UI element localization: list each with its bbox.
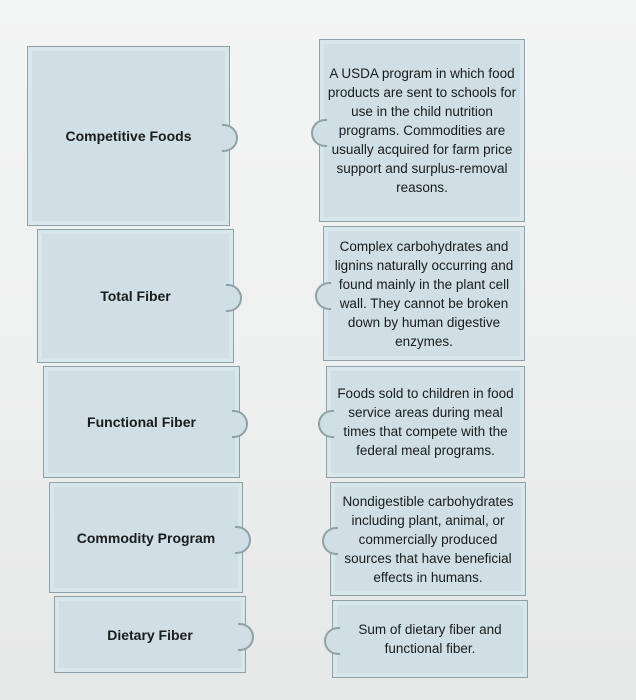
term-label: Commodity Program bbox=[76, 529, 216, 546]
term-card-total-fiber[interactable] bbox=[37, 229, 234, 363]
term-card-commodity-program[interactable] bbox=[49, 482, 243, 593]
term-card-competitive-foods[interactable] bbox=[27, 46, 230, 226]
definition-text: Nondigestible carbohydrates including plant, animal, or commercially produced sources that have beneficial effects in humans. bbox=[342, 493, 514, 585]
term-label: Competitive Foods bbox=[65, 128, 192, 144]
definition-text: Foods sold to children in food service areas during meal times that compete with the federal meal programs. bbox=[337, 386, 514, 458]
term-card-functional-fiber[interactable] bbox=[43, 366, 240, 478]
definition-text: A USDA program in which food products are sent to schools for use in the child nutrition programs. Commodities are usually acquired for farm price support and surplus-removal reasons. bbox=[327, 66, 517, 195]
definition-text: Complex carbohydrates and lignins naturally occurring and found mainly in the plant cell wall. They cannot be broken down by human digestive enzymes. bbox=[334, 238, 514, 349]
definition-card-2[interactable] bbox=[323, 226, 525, 361]
term-label: Dietary Fiber bbox=[107, 626, 193, 643]
term-card-dietary-fiber[interactable] bbox=[54, 596, 246, 673]
definition-card-4[interactable] bbox=[330, 482, 526, 596]
definition-card-5[interactable] bbox=[332, 600, 528, 678]
term-label: Total Fiber bbox=[100, 288, 171, 304]
definition-card-3[interactable] bbox=[326, 366, 525, 478]
definition-card-1[interactable] bbox=[319, 39, 525, 222]
definition-text: Sum of dietary fiber and functional fiber. bbox=[358, 622, 502, 656]
term-label: Functional Fiber bbox=[87, 414, 196, 430]
